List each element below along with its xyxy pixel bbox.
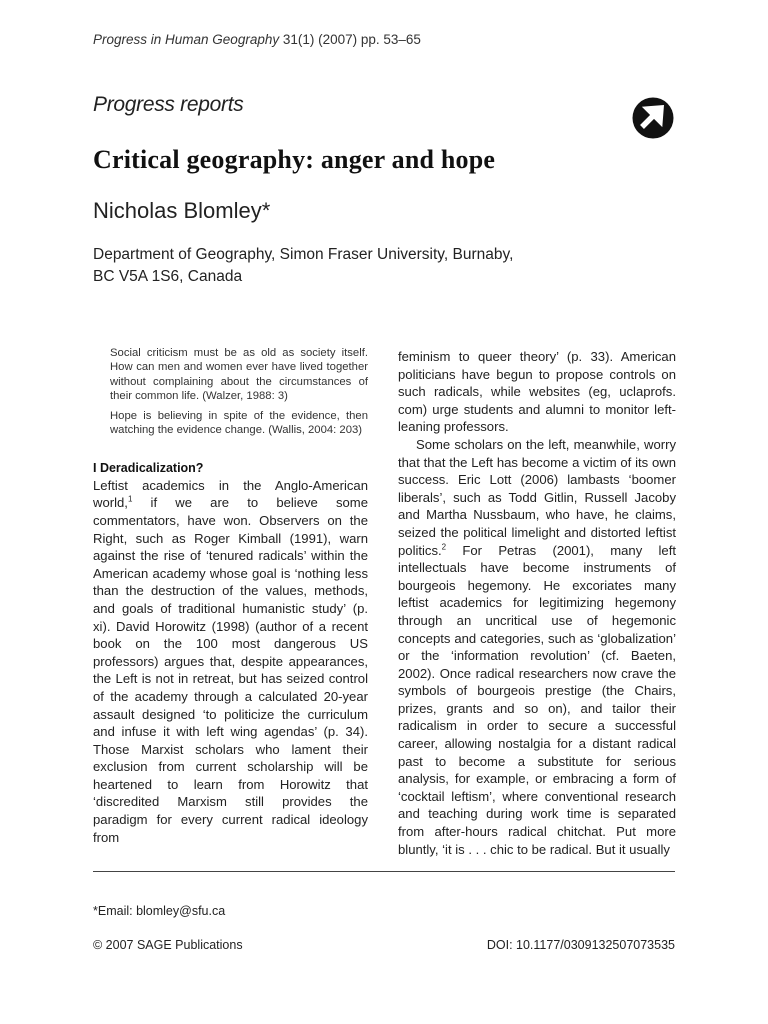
body-paragraph-continued: feminism to queer theory’ (p. 33). American politicians have begun to propose controls on such radicals, while websites (eg, uclaprofs. com) urge students and alumni to monitor left-leaning professors. Some scholars on the left, meanwhile, worry that that the Left has become a victim of its own success. Eric Lott (2006) lambasts ‘boomer liberals’, such as Todd Gitlin, Russell Jacoby and Martha Nussbaum, who have, he claims, seized the political limelight and distorted leftist politics.$^2$ For Petras (2001), many left intellectuals have become instruments of bourgeois hegemony. He excoriates many leftist academics for legitimizing hegemony through an uncritical use of hegemonic concepts and categories, such as ‘globalization’ or the ‘information revolution’ (cf. Baeten, 2002). Once radical researchers now crave the symbols of bourgeois prestige (the Chairs, prizes, grants and so on), and tailor their radicalism in order to secure a successful career, allowing nostalgia for a distant radical past to become a substitute for serious analysis, for example, or embracing a form of ‘cocktail leftism’, where conventional research and teaching during work time is separated from after-hours radical chitchat. Put more bluntly, ‘it is . . . chic to be radical. But it usually bbox=[398, 349, 676, 857]
left-column bbox=[93, 346, 368, 846]
body-paragraph: Leftist academics in the Anglo-American world,$^1$ if we are to believe some commentators, have won. Observers on the Right, such as Roger Kimball (1991), warn against the rise of ‘tenured radicals’ within the American academy whose goal is ‘nothing less than the destruction of the values, methods, and goals of traditional humanistic study’ (p. xi). David Horowitz (1998) (author of a recent book on the 100 most dangerous US professors) argues that, despite appearances, the Left is not in retreat, but has seized control of the academy through a calculated 20-year assault designed ‘to politicize the curriculum and infuse it with left wing agendas’ (p. 34). Those Marxist scholars who lament their exclusion from current scholarship will be heartened to learn from Horowitz that ‘discredited Marxism still provides the paradigm for every current radical ideology from bbox=[93, 477, 368, 845]
doi-identifier[interactable]: DOI: 10.1177/0309132507073535 bbox=[486, 938, 675, 952]
arrow-up-right-circle-icon bbox=[632, 97, 674, 139]
author-affiliation bbox=[93, 244, 573, 288]
footnote-divider bbox=[93, 871, 675, 872]
footnote-ref[interactable]: 2 bbox=[441, 542, 447, 552]
article-title: Critical geography: anger and hope bbox=[93, 145, 496, 174]
section-label: Progress reports bbox=[93, 93, 244, 116]
journal-citation bbox=[93, 32, 421, 47]
epigraph: Hope is believing in spite of the evidence, then watching the evidence change. (Wallis, 2004: 203) bbox=[110, 410, 368, 437]
copyright-notice: © 2007 SAGE Publications bbox=[93, 938, 243, 952]
journal-volume: 31(1) (2007) pp. 53–65 bbox=[279, 32, 421, 47]
journal-name: Progress in Human Geography bbox=[93, 32, 280, 47]
author-email-footnote: *Email: blomley@sfu.ca bbox=[93, 904, 226, 918]
affiliation-line: Department of Geography, Simon Fraser University, Burnaby, bbox=[93, 246, 514, 263]
section-heading: I Deradicalization? bbox=[93, 460, 204, 475]
affiliation-line: BC V5A 1S6, Canada bbox=[93, 268, 243, 285]
article-author: Nicholas Blomley* bbox=[93, 198, 271, 223]
epigraph: Social criticism must be as old as society itself. How can men and women ever have lived together without complaining about the circumstances of their common life. (Walzer, 1988: 3) bbox=[110, 347, 368, 402]
right-column bbox=[398, 348, 676, 858]
footnote-ref[interactable]: 1 bbox=[127, 495, 133, 505]
